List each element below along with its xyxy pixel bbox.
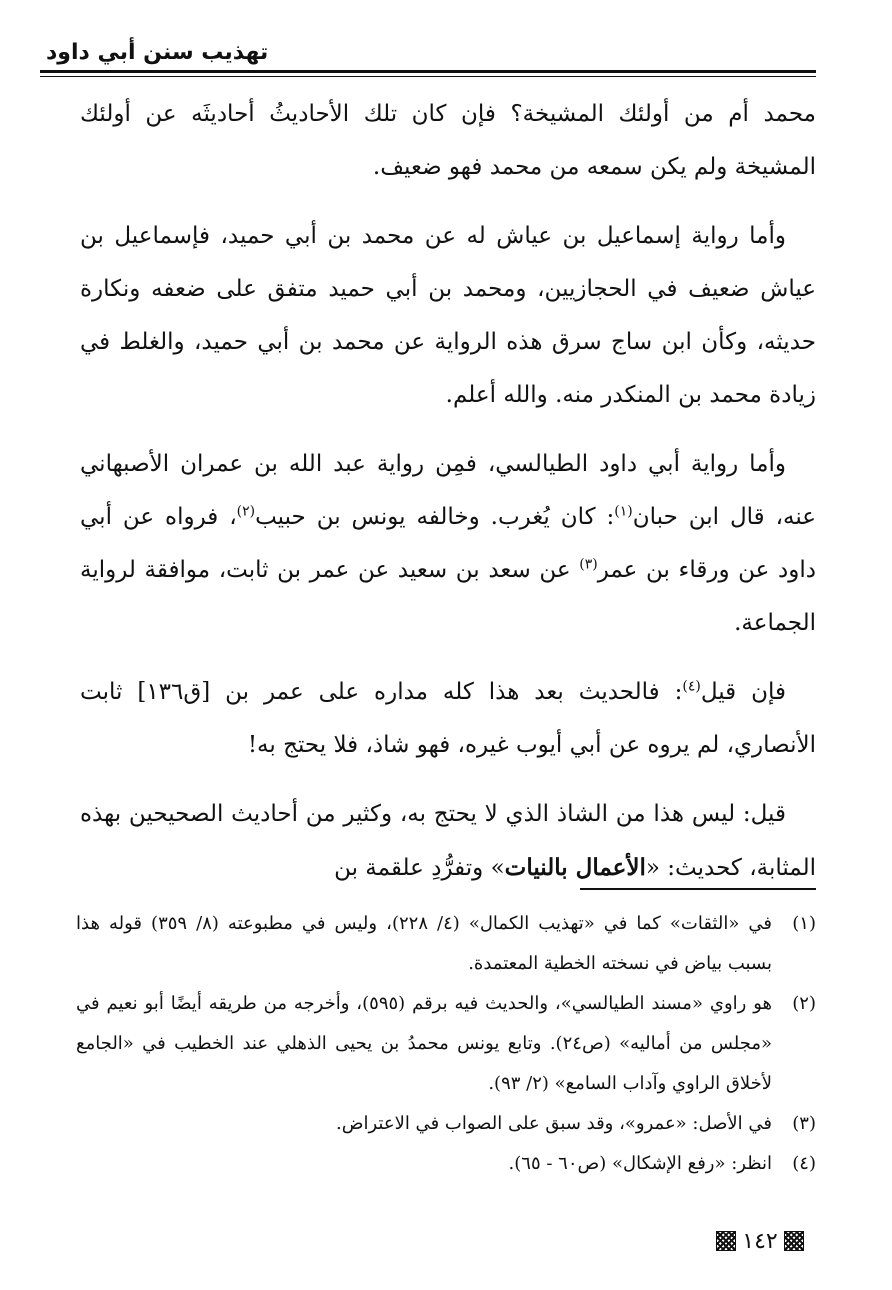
footnote-ref-3: (٣) bbox=[579, 556, 598, 573]
footnote-text: انظر: «رفع الإشكال» (ص٦٠ - ٦٥). bbox=[508, 1153, 772, 1174]
footnote-number: (١) bbox=[792, 913, 816, 934]
diamond-ornament-icon bbox=[716, 1231, 736, 1251]
footnote-3 bbox=[76, 1104, 816, 1144]
paragraph-3: وأما رواية أبي داود الطيالسي، فمِن رواية عبد الله بن عمران الأصبهاني عنه، قال ابن حبان$^{(١)}$: كان يُغرب. وخالفه يونس بن حبيب$^{(٢)}$، فرواه عن أبي داود عن ورقاء بن عمر$^{(٣)}$ عن سعد بن سعيد عن عمر بن ثابت، موافقة لرواية الجماعة. bbox=[80, 451, 816, 636]
paragraph-1: محمد أم من أولئك المشيخة؟ فإن كان تلك الأحاديثُ أحاديثَه عن أولئك المشيخة ولم يكن سمعه من محمد فهو ضعيف. bbox=[80, 101, 816, 180]
footnotes bbox=[76, 904, 816, 1184]
footnote-number: (٢) bbox=[792, 993, 816, 1014]
footnote-separator bbox=[580, 888, 816, 890]
footnote-text: في «الثقات» كما في «تهذيب الكمال» (٤/ ٢٢٨)، وليس في مطبوعته (٨/ ٣٥٩) قوله هذا بسبب بياض في نسخته الخطية المعتمدة. bbox=[76, 913, 773, 974]
footnote-ref-1: (١) bbox=[614, 503, 633, 520]
footnote-number: (٣) bbox=[792, 1113, 816, 1134]
paragraph-4: فإن قيل$^{(٤)}$: فالحديث بعد هذا كله مداره على عمر بن [ق١٣٦] ثابت الأنصاري، لم يروه عن أبي أيوب غيره، فهو شاذ، فلا يحتج به! bbox=[80, 678, 816, 758]
footnote-4 bbox=[76, 1144, 816, 1184]
footnote-1 bbox=[76, 904, 816, 984]
diamond-ornament-icon bbox=[784, 1231, 804, 1251]
footnote-ref-4: (٤) bbox=[682, 678, 701, 695]
main-text bbox=[80, 88, 816, 911]
header-rule-thin bbox=[40, 76, 816, 77]
footnote-2 bbox=[76, 984, 816, 1104]
hadith-title: الأعمال بالنيات bbox=[504, 854, 646, 881]
footnote-ref-2: (٢) bbox=[236, 503, 256, 520]
running-title: تهذيب سنن أبي داود bbox=[46, 40, 269, 65]
paragraph-2: وأما رواية إسماعيل بن عياش له عن محمد بن أبي حميد، فإسماعيل بن عياش ضعيف في الحجازيين، ومحمد بن أبي حميد متفق على ضعفه ونكارة حديثه، وكأن ابن ساج سرق هذه الرواية عن محمد بن أبي حميد، والغلط في زيادة محمد بن المنكدر منه. والله أعلم. bbox=[80, 223, 816, 408]
page-number: ١٤٢ bbox=[742, 1228, 778, 1254]
footnote-number: (٤) bbox=[792, 1153, 816, 1174]
paragraph-5: قيل: ليس هذا من الشاذ الذي لا يحتج به، وكثير من أحاديث الصحيحين بهذه المثابة، كحديث: «الأعمال بالنيات» وتفرُّدِ علقمة بن bbox=[80, 801, 816, 881]
footnote-text: في الأصل: «عمرو»، وقد سبق على الصواب في الاعتراض. bbox=[335, 1113, 772, 1134]
footnote-text: هو راوي «مسند الطيالسي»، والحديث فيه برقم (٥٩٥)، وأخرجه من طريقه أيضًا أبو نعيم في «مجلس من أماليه» (ص٢٤). وتابع يونس محمدُ بن يحيى الذهلي عند الخطيب في «الجامع لأخلاق الراوي وآداب السامع» (٢/ ٩٣). bbox=[76, 993, 773, 1094]
header-rule bbox=[40, 70, 816, 73]
page-footer bbox=[700, 1226, 820, 1256]
